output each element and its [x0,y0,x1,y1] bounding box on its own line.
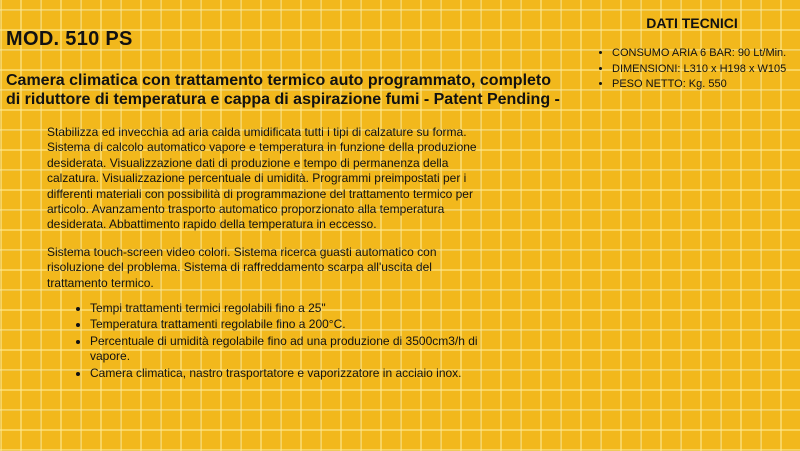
spec-item: • PESO NETTO: Kg. 550 [612,77,792,92]
feature-list [47,301,487,381]
spec-item: • DIMENSIONI: L310 x H198 x W105 [612,62,792,77]
model-title: MOD. 510 PS [6,28,133,50]
spec-item: • CONSUMO ARIA 6 BAR: 90 Lt/Min. [612,46,792,61]
technical-data-panel [592,16,792,93]
product-description [47,125,487,381]
feature-item: • Percentuale di umidità regolabile fino ad una produzione di 3500cm3/h di vapore. [90,334,487,365]
description-paragraph: Sistema touch-screen video colori. Sistema ricerca guasti automatico con risoluzione del problema. Sistema di raffreddamento scarpa all'uscita del trattamento termico. [47,244,437,290]
description-paragraph: Stabilizza ed invecchia ad aria calda umidificata tutti i tipi di calzature su forma. Sistema di calcolo automatico vapore e temperatura in funzione della produzione desiderata. Visualizzazione dati di produzione e tempo di permanenza della calzatura. Visualizzazione percentuale di umidità. Programmi preimpostati per i differenti materiali con possibilità di programmazione del trattamento termico per articolo. Avanzamento trasporto automatico proporzionato alla temperatura desiderata. Abbattimento rapido della temperatura in eccesso. [47,125,477,232]
spec-list [592,46,792,92]
technical-data-title: DATI TECNICI [646,15,738,31]
feature-item: • Tempi trattamenti termici regolabili fino a 25" [90,301,487,316]
feature-item: • Temperatura trattamenti regolabile fino a 200°C. [90,317,487,332]
product-headline: Camera climatica con trattamento termico auto programmato, completo di riduttore di temperatura e cappa di aspirazione fumi - Patent Pending - [6,72,560,108]
feature-item: • Camera climatica, nastro trasportatore e vaporizzatore in acciaio inox. [90,366,487,381]
main-content [6,28,566,382]
